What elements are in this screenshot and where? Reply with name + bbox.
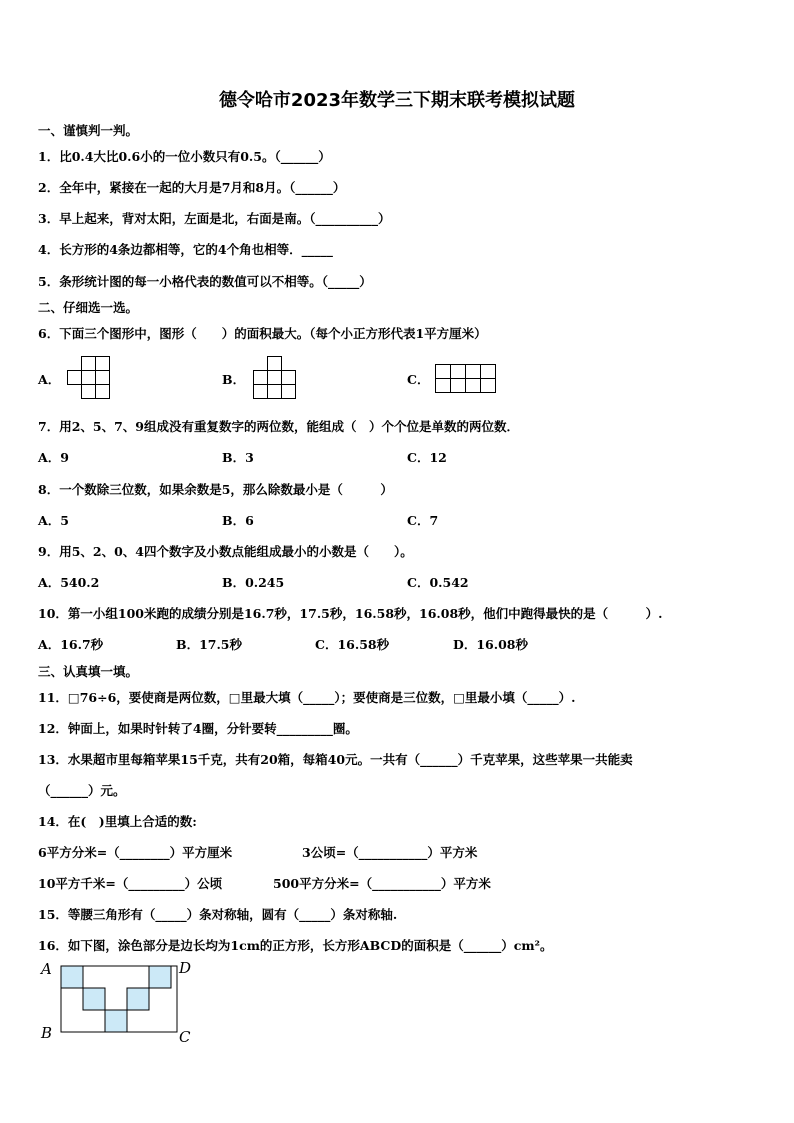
question-4: 4．长方形的4条边都相等，它的4个角也相等．_____ <box>38 242 333 257</box>
question-10: 10．第一小组100米跑的成绩分别是16.7秒，17.5秒，16.58秒，16.08秒，他们中跑得最快的是（ ）. <box>38 606 663 621</box>
shaded-square <box>127 988 149 1010</box>
shaded-square <box>61 966 83 988</box>
q6-option-a: A． <box>38 372 61 387</box>
section-heading-3: 三、认真填一填。 <box>38 664 139 679</box>
q6-option-c: C． <box>407 372 430 387</box>
question-6: 6．下面三个图形中，图形（ ）的面积最大。（每个小正方形代表1平方厘米） <box>38 326 487 341</box>
q14-blank-d: 500平方分米=（___________）平方米 <box>273 876 491 891</box>
q9-option-c: C．0.542 <box>407 575 469 590</box>
question-2: 2．全年中，紧接在一起的大月是7月和8月。（______） <box>38 180 346 195</box>
q14-blank-b: 3公顷=（___________）平方米 <box>302 845 478 860</box>
q6-figure-a <box>66 356 112 400</box>
question-3: 3．早上起来，背对太阳，左面是北，右面是南。（__________） <box>38 211 391 226</box>
question-5: 5．条形统计图的每一小格代表的数值可以不相等。（_____） <box>38 274 372 289</box>
q10-option-d: D．16.08秒 <box>453 637 528 652</box>
q6-option-b: B． <box>222 372 246 387</box>
q14-blank-c: 10平方千米=（_________）公顷 <box>38 876 223 891</box>
q6-figure-c <box>434 363 498 395</box>
question-14: 14．在( )里填上合适的数: <box>38 814 197 829</box>
q10-option-c: C．16.58秒 <box>315 637 390 652</box>
question-7: 7．用2、5、7、9组成没有重复数字的两位数，能组成（ ）个个位是单数的两位数． <box>38 419 519 434</box>
page-title: 德令哈市2023年数学三下期末联考模拟试题 <box>218 90 576 111</box>
shaded-square <box>105 1010 127 1032</box>
q8-option-b: B．6 <box>222 513 254 528</box>
question-13: 13．水果超市里每箱苹果15千克，共有20箱，每箱40元。一共有（______）千克苹果，这些苹果一共能卖 <box>38 752 633 767</box>
q7-option-c: C．12 <box>407 450 447 465</box>
q8-option-a: A．5 <box>38 513 69 528</box>
question-1: 1．比0.4大比0.6小的一位小数只有0.5。（______） <box>38 149 331 164</box>
label-b: B <box>41 1024 53 1042</box>
section-heading-2: 二、仔细选一选。 <box>38 300 139 315</box>
question-16: 16．如下图，涂色部分是边长均为1cm的正方形，长方形ABCD的面积是（______）cm²。 <box>38 938 553 953</box>
label-a: A <box>41 960 52 978</box>
question-12: 12．钟面上，如果时针转了4圈，分针要转_________圈。 <box>38 721 358 736</box>
question-13-continued: （______）元。 <box>38 783 126 798</box>
q10-option-a: A．16.7秒 <box>38 637 104 652</box>
q9-option-b: B．0.245 <box>222 575 285 590</box>
q7-option-b: B．3 <box>222 450 254 465</box>
section-heading-1: 一、谨慎判一判。 <box>38 123 139 138</box>
question-15: 15．等腰三角形有（_____）条对称轴，圆有（_____）条对称轴. <box>38 907 398 922</box>
question-9: 9．用5、2、0、4四个数字及小数点能组成最小的小数是（ ）。 <box>38 544 413 559</box>
q8-option-c: C．7 <box>407 513 439 528</box>
question-11: 11．□76÷6，要使商是两位数，□里最大填（_____）；要使商是三位数，□里最小填（_____）. <box>38 690 576 705</box>
q9-option-a: A．540.2 <box>38 575 100 590</box>
q7-option-a: A．9 <box>38 450 69 465</box>
q16-figure <box>38 956 208 1048</box>
shaded-square <box>83 988 105 1010</box>
question-8: 8．一个数除三位数，如果余数是5，那么除数最小是（ ） <box>38 482 393 497</box>
shaded-square <box>149 966 171 988</box>
q6-figure-b <box>252 356 298 400</box>
q10-option-b: B．17.5秒 <box>176 637 243 652</box>
label-c: C <box>179 1028 191 1046</box>
label-d: D <box>179 959 192 977</box>
q14-blank-a: 6平方分米=（________）平方厘米 <box>38 845 233 860</box>
